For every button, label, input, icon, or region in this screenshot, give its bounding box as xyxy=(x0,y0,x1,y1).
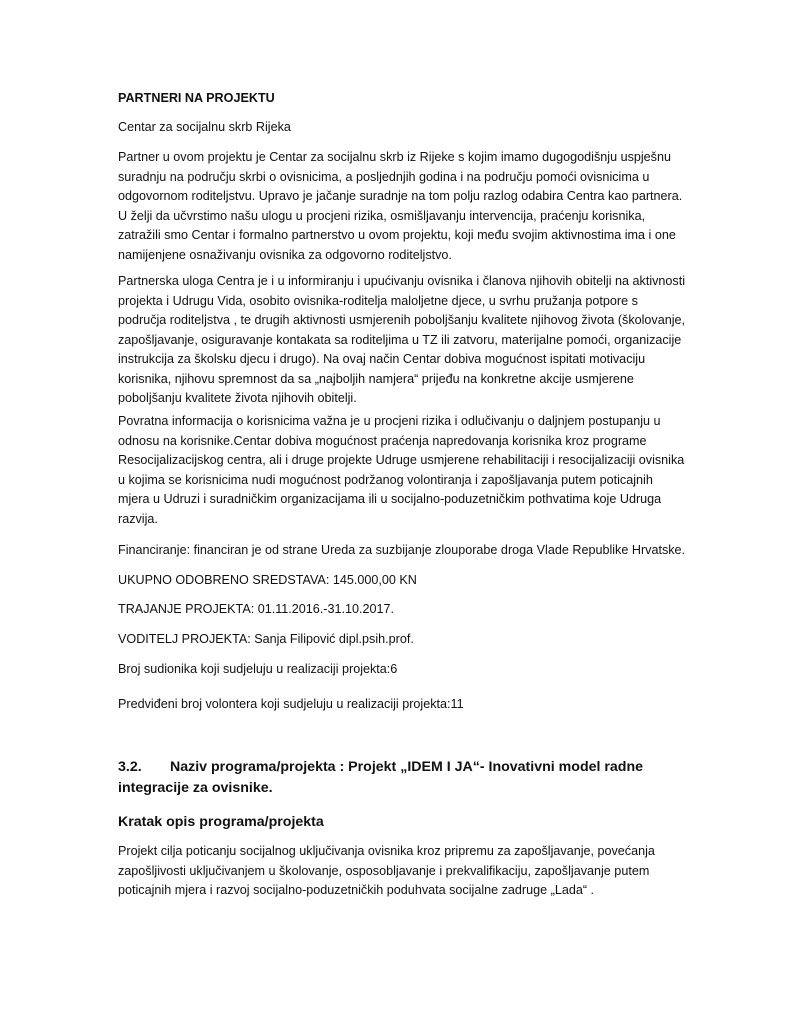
paragraph-partner-intro: Partner u ovom projektu je Centar za socijalnu skrb iz Rijeke s kojim imamo dugogodišnju uspješnu suradnju na području skrbi o ovisnicima, a posljednjih godina i na području pomoći ovisnicima u odgovornom roditeljstvu. Upravo je jačanje suradnje na tom polju razlog odabira Centra kao partnera. U želji da učvrstimo našu ulogu u procjeni rizika, osmišljavanju intervencija, praćenju korisnika, zatražili smo Centar i formalno partnerstvo u ovom projektu, koji među svojim aktivnostima ima i one namijenjene osnaživanju ovisnika za odgovorno roditeljstvo. xyxy=(118,150,683,262)
program-description: Projekt cilja poticanju socijalnog uključivanja ovisnika kroz pripremu za zapošljavanje, povećanja zapošljivosti uključivanjem u školovanje, osposobljavanje i prekvalifikaciju, zapošljavanje putem poticajnih mjera i razvoj socijalno-poduzetničkih poduhvata socijalne zadruge „Lada“ . xyxy=(118,844,655,897)
section-heading: PARTNERI NA PROJEKTU xyxy=(118,91,275,105)
paragraph-partner-role: Partnerska uloga Centra je i u informiranju i upućivanju ovisnika i članova njihovih obitelji na aktivnosti projekta i Udrugu Vida, osobito ovisnika-roditelja maloljetne djece, u svrhu pružanja potpore s područja roditeljstva , te drugih aktivnosti usmjerenih poboljšanju kvalitete njihovog života (školovanje, zapošljavanje, osiguravanje kontakata sa roditeljima u TZ ili zatvoru, materijalne pomoći, organizacije instrukcija za školsku djecu i drugo). Na ovaj način Centar dobiva mogućnost ispitati motivaciju korisnika, njihovu spremnost da sa „najboljih namjera“ prijeđu na konkretne akcije usmjerene poboljšanju kvalitete života njihovih obitelji. xyxy=(118,274,686,405)
duration-line: TRAJANJE PROJEKTA: 01.11.2016.-31.10.2017. xyxy=(118,602,395,616)
section-number: 3.2. xyxy=(118,759,142,775)
volunteers-line: Predviđeni broj volontera koji sudjeluju u realizaciji projekta:11 xyxy=(118,697,464,711)
paragraph-feedback: Povratna informacija o korisnicima važna je u procjeni rizika i odlučivanju o daljnjem postupanju u odnosu na korisnike.Centar dobiva mogućnost praćenja napredovanja korisnika kroz programe Resocijalizacijskog centra, ali i druge projekte Udruge usmjerene rehabilitaciji i resocijalizaciji ovisnika u kojima se korisnicima nudi mogućnost podržanog volontiranja i zapošljavanja putem poticajnih mjera u Udruzi i suradničkim organizacijama ili u socijalno-poduzetničkim pothvatima koje Udruga razvija. xyxy=(118,414,685,526)
approved-funds-line: UKUPNO ODOBRENO SREDSTAVA: 145.000,00 KN xyxy=(118,573,417,587)
program-title xyxy=(118,757,686,799)
program-subtitle: Kratak opis programa/projekta xyxy=(118,814,324,830)
section-title-text: Naziv programa/projekta : Projekt „IDEM I JA“- Inovativni model radne integracije za ovisnike. xyxy=(118,759,644,796)
financing-line: Financiranje: financiran je od strane Ureda za suzbijanje zlouporabe droga Vlade Republike Hrvatske. xyxy=(118,543,686,557)
leader-line: VODITELJ PROJEKTA: Sanja Filipović dipl.psih.prof. xyxy=(118,632,414,646)
partner-name: Centar za socijalnu skrb Rijeka xyxy=(118,120,291,134)
participants-line: Broj sudionika koji sudjeluju u realizaciji projekta:6 xyxy=(118,662,398,676)
